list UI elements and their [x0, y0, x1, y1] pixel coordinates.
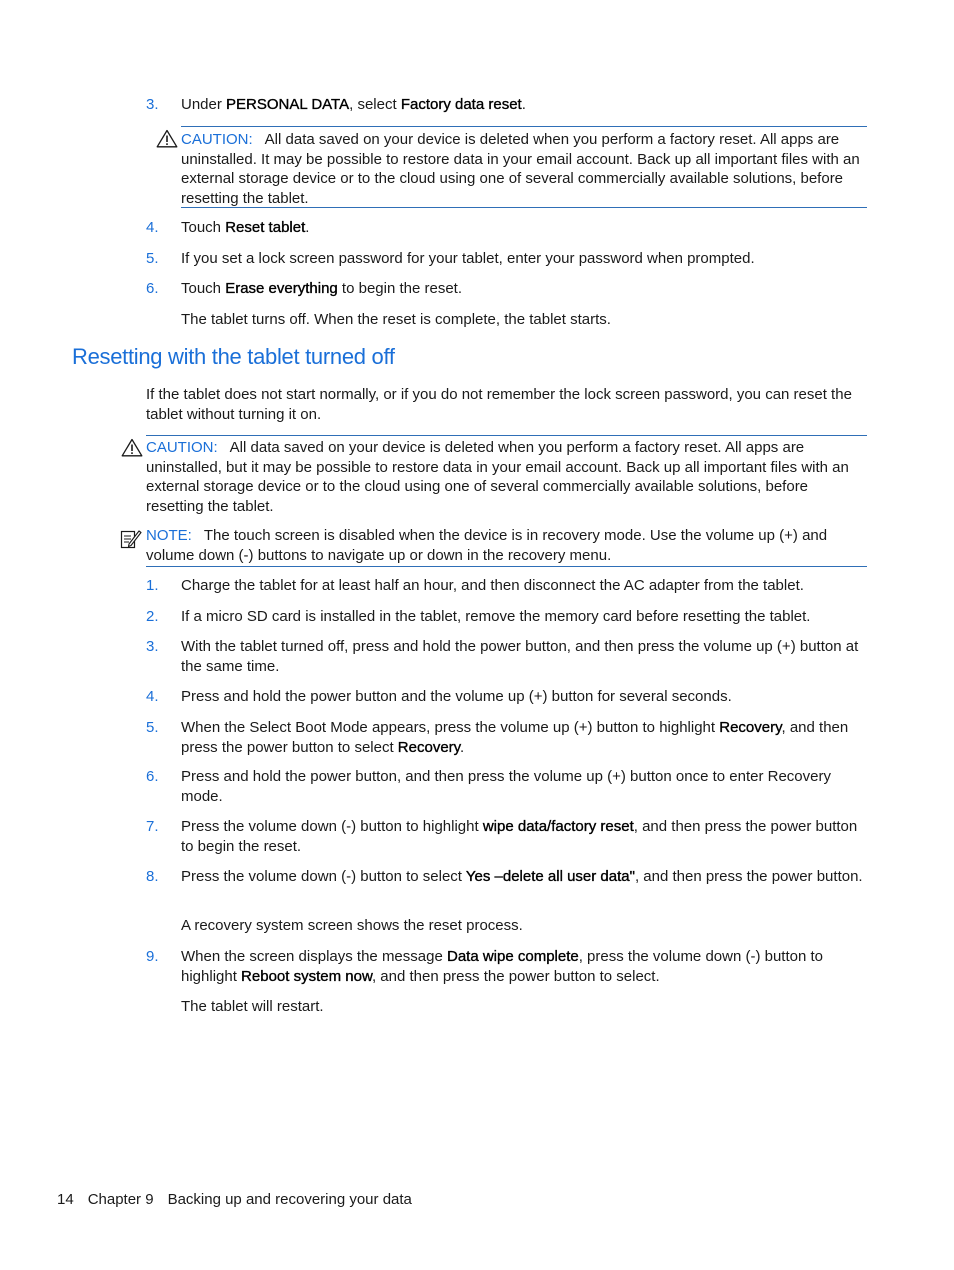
- step-text: Under PERSONAL DATA, select Factory data reset.: [181, 96, 526, 113]
- step-text: When the screen displays the message Data wipe complete, press the volume down (-) button to highlight Reboot system now, and then press the power button to select.: [181, 948, 824, 985]
- step-number: 5.: [146, 719, 159, 736]
- chapter-title: Backing up and recovering your data: [167, 1191, 412, 1208]
- caution-bottom-rule: [181, 207, 867, 208]
- step-result: The tablet will restart.: [181, 998, 324, 1015]
- step-number: 2.: [146, 608, 159, 625]
- step-text: Charge the tablet for at least half an hour, and then disconnect the AC adapter from the tablet.: [181, 577, 804, 594]
- step-number: 6.: [146, 280, 159, 297]
- note-block: NOTE: The touch screen is disabled when the device is in recovery mode. Use the volume up (+) and volume down (-) buttons to navigate up or down in the recovery menu.: [146, 527, 828, 564]
- note-bottom-rule: [146, 566, 867, 567]
- step-number: 9.: [146, 948, 159, 965]
- step-text: With the tablet turned off, press and hold the power button, and then press the volume up (+) button at the same time.: [181, 638, 859, 675]
- caution-block: CAUTION: All data saved on your device is deleted when you perform a factory reset. All apps are uninstalled. It may be possible to restore data in your email account. Back up all important files with an external storage device or to the cloud using one of several commercially available solutions, before resetting the tablet.: [181, 131, 860, 207]
- step-number: 6.: [146, 768, 159, 785]
- step-text: Press and hold the power button, and then press the volume up (+) button once to enter Recovery mode.: [181, 768, 831, 805]
- step-text: Press the volume down (-) button to highlight wipe data/factory reset, and then press the power button to begin the reset.: [181, 818, 858, 855]
- step-number: 4.: [146, 219, 159, 236]
- caution-top-rule: [146, 435, 867, 436]
- page-number: 14: [57, 1191, 74, 1208]
- caution-top-rule: [181, 126, 867, 127]
- step-number: 3.: [146, 96, 159, 113]
- step-text: If you set a lock screen password for your tablet, enter your password when prompted.: [181, 250, 755, 267]
- step-text: Touch Reset tablet.: [181, 219, 310, 236]
- note-pencil-icon: [120, 528, 142, 550]
- step-text: If a micro SD card is installed in the tablet, remove the memory card before resetting the tablet.: [181, 608, 811, 625]
- caution-label: CAUTION:: [146, 439, 218, 456]
- caution-block: CAUTION: All data saved on your device is deleted when you perform a factory reset. All apps are uninstalled, but it may be possible to restore data in your email account. Back up all important files with an external storage device or to the cloud using one of several commercially available solutions, before resetting the tablet.: [146, 439, 849, 515]
- step-text: When the Select Boot Mode appears, press the volume up (+) button to highlight Recovery, and then press the power button to select Recovery.: [181, 719, 849, 756]
- step-number: 5.: [146, 250, 159, 267]
- step-result: The tablet turns off. When the reset is complete, the tablet starts.: [181, 311, 611, 328]
- step-result: A recovery system screen shows the reset process.: [181, 917, 523, 934]
- step-number: 7.: [146, 818, 159, 835]
- intro-paragraph: If the tablet does not start normally, or if you do not remember the lock screen password, you can reset the tablet without turning it on.: [146, 386, 852, 423]
- step-number: 1.: [146, 577, 159, 594]
- step-text: Press the volume down (-) button to select Yes –delete all user data", and then press the power button.: [181, 868, 863, 885]
- chapter-label: Chapter 9: [87, 1191, 154, 1208]
- step-text: Press and hold the power button and the volume up (+) button for several seconds.: [181, 688, 732, 705]
- section-heading: Resetting with the tablet turned off: [72, 344, 395, 369]
- step-text: Touch Erase everything to begin the reset.: [181, 280, 463, 297]
- step-number: 4.: [146, 688, 159, 705]
- step-number: 8.: [146, 868, 159, 885]
- page-footer: [57, 1191, 426, 1208]
- warning-triangle-icon: [121, 438, 143, 457]
- step-number: 3.: [146, 638, 159, 655]
- note-label: NOTE:: [146, 527, 192, 544]
- caution-label: CAUTION:: [181, 131, 253, 148]
- warning-triangle-icon: [156, 129, 178, 148]
